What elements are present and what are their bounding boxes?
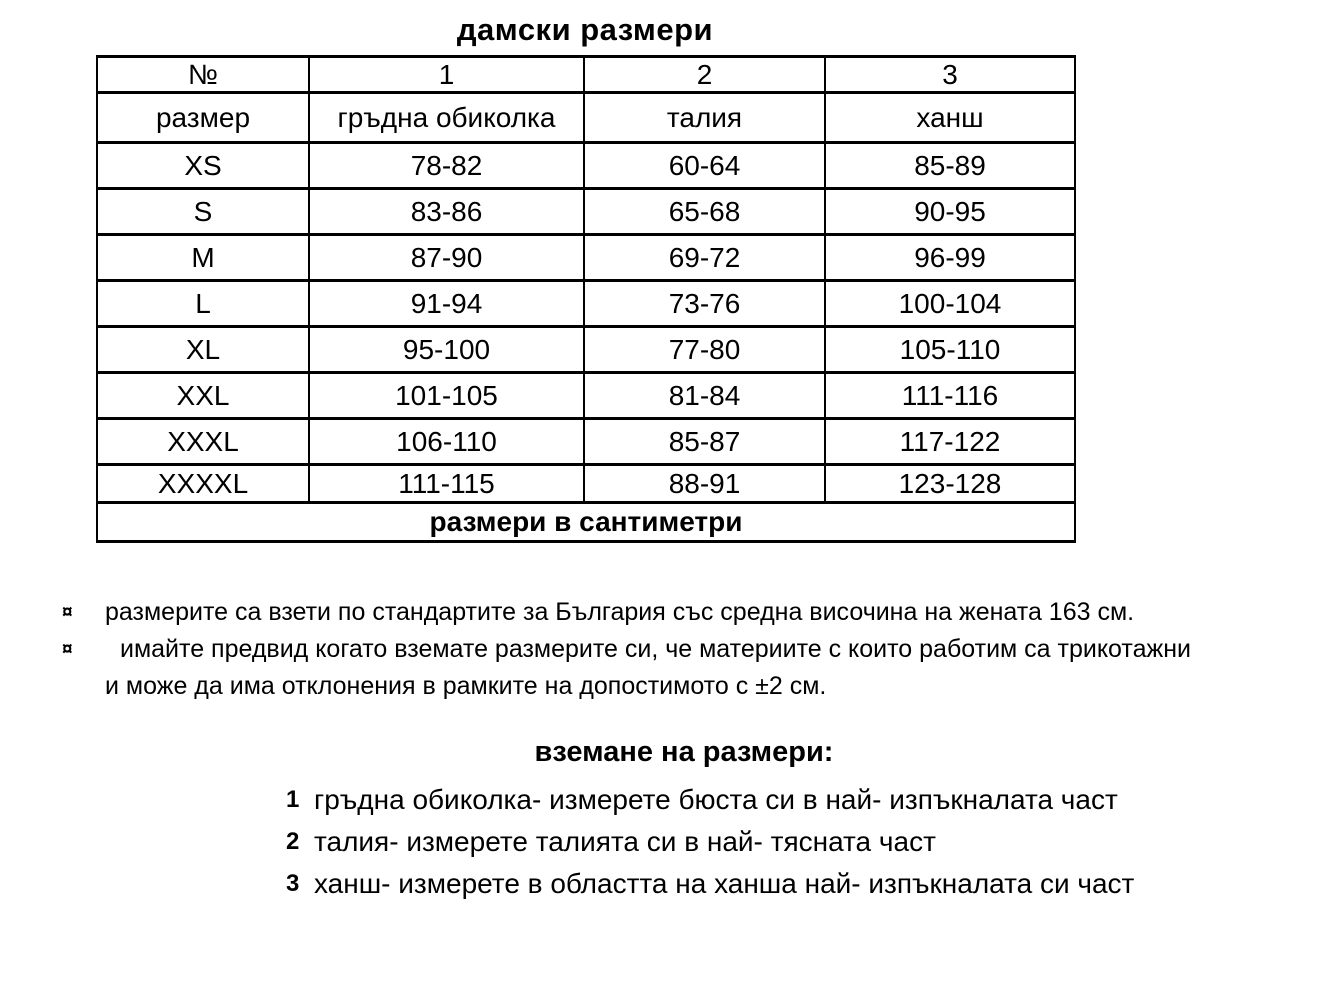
- col-number-cell: 3: [825, 57, 1075, 93]
- hips-cell: 105-110: [825, 327, 1075, 373]
- col-label-size: размер: [97, 93, 309, 143]
- hips-cell: 123-128: [825, 465, 1075, 503]
- col-label-chest: гръдна обиколка: [309, 93, 584, 143]
- waist-cell: 88-91: [584, 465, 825, 503]
- notes-section: [62, 594, 1272, 705]
- item-text: ханш- измерете в областта на ханша най- изпъкналата си част: [314, 868, 1135, 899]
- chest-cell: 95-100: [309, 327, 584, 373]
- chest-cell: 106-110: [309, 419, 584, 465]
- item-number: 1: [286, 786, 300, 813]
- measuring-item: [286, 863, 1134, 905]
- size-cell: XXXXL: [97, 465, 309, 503]
- note-text: [105, 594, 1134, 631]
- hips-cell: 90-95: [825, 189, 1075, 235]
- waist-cell: 85-87: [584, 419, 825, 465]
- col-label-hips: ханш: [825, 93, 1075, 143]
- table-row: [97, 281, 1075, 327]
- waist-cell: 69-72: [584, 235, 825, 281]
- size-cell: S: [97, 189, 309, 235]
- table-row: [97, 327, 1075, 373]
- table-row: [97, 235, 1075, 281]
- currency-bullet-icon: ¤: [62, 639, 73, 660]
- note-line: размерите са взети по стандартите за България със средна височина на жената 163 см.: [105, 598, 1135, 626]
- item-number: 3: [286, 870, 300, 897]
- size-table: [96, 55, 1076, 543]
- units-note: размери в сантиметри: [97, 503, 1075, 542]
- hips-cell: 100-104: [825, 281, 1075, 327]
- waist-cell: 73-76: [584, 281, 825, 327]
- col-number-cell: 2: [584, 57, 825, 93]
- hips-cell: 117-122: [825, 419, 1075, 465]
- waist-cell: 65-68: [584, 189, 825, 235]
- page-title: дамски размери: [456, 12, 714, 47]
- measuring-item: [286, 821, 1134, 863]
- waist-cell: 60-64: [584, 143, 825, 189]
- hips-cell: 96-99: [825, 235, 1075, 281]
- table-row: [97, 143, 1075, 189]
- size-cell: XL: [97, 327, 309, 373]
- col-number-cell: 1: [309, 57, 584, 93]
- chest-cell: 91-94: [309, 281, 584, 327]
- note-text: [105, 631, 1191, 705]
- column-numbers-row: [97, 57, 1075, 93]
- hips-cell: 111-116: [825, 373, 1075, 419]
- hips-cell: 85-89: [825, 143, 1075, 189]
- table-row: [97, 189, 1075, 235]
- chest-cell: 87-90: [309, 235, 584, 281]
- note-line: имайте предвид когато вземате размерите си, че материите с които работим са трикотажни: [120, 635, 1191, 663]
- col-label-waist: талия: [584, 93, 825, 143]
- measuring-heading: вземане на размери:: [534, 736, 834, 768]
- size-cell: XS: [97, 143, 309, 189]
- size-cell: XXXL: [97, 419, 309, 465]
- note-item: [62, 631, 1272, 705]
- note-item: [62, 594, 1272, 631]
- table-row: [97, 373, 1075, 419]
- item-text: талия- измерете талията си в най- тясната част: [314, 826, 936, 857]
- item-number: 2: [286, 828, 300, 855]
- table-row: [97, 419, 1075, 465]
- item-text: гръдна обиколка- измерете бюста си в най- изпъкналата част: [314, 784, 1118, 815]
- table-row: [97, 465, 1075, 503]
- size-cell: M: [97, 235, 309, 281]
- column-labels-row: [97, 93, 1075, 143]
- currency-bullet-icon: ¤: [62, 602, 73, 623]
- table-footer-row: [97, 503, 1075, 542]
- measuring-list: [286, 779, 1134, 905]
- col-number-cell: №: [97, 57, 309, 93]
- chest-cell: 83-86: [309, 189, 584, 235]
- note-line: и може да има отклонения в рамките на допостимото с ±2 см.: [105, 672, 827, 700]
- chest-cell: 78-82: [309, 143, 584, 189]
- waist-cell: 77-80: [584, 327, 825, 373]
- chest-cell: 111-115: [309, 465, 584, 503]
- waist-cell: 81-84: [584, 373, 825, 419]
- size-cell: L: [97, 281, 309, 327]
- size-cell: XXL: [97, 373, 309, 419]
- chest-cell: 101-105: [309, 373, 584, 419]
- measuring-item: [286, 779, 1134, 821]
